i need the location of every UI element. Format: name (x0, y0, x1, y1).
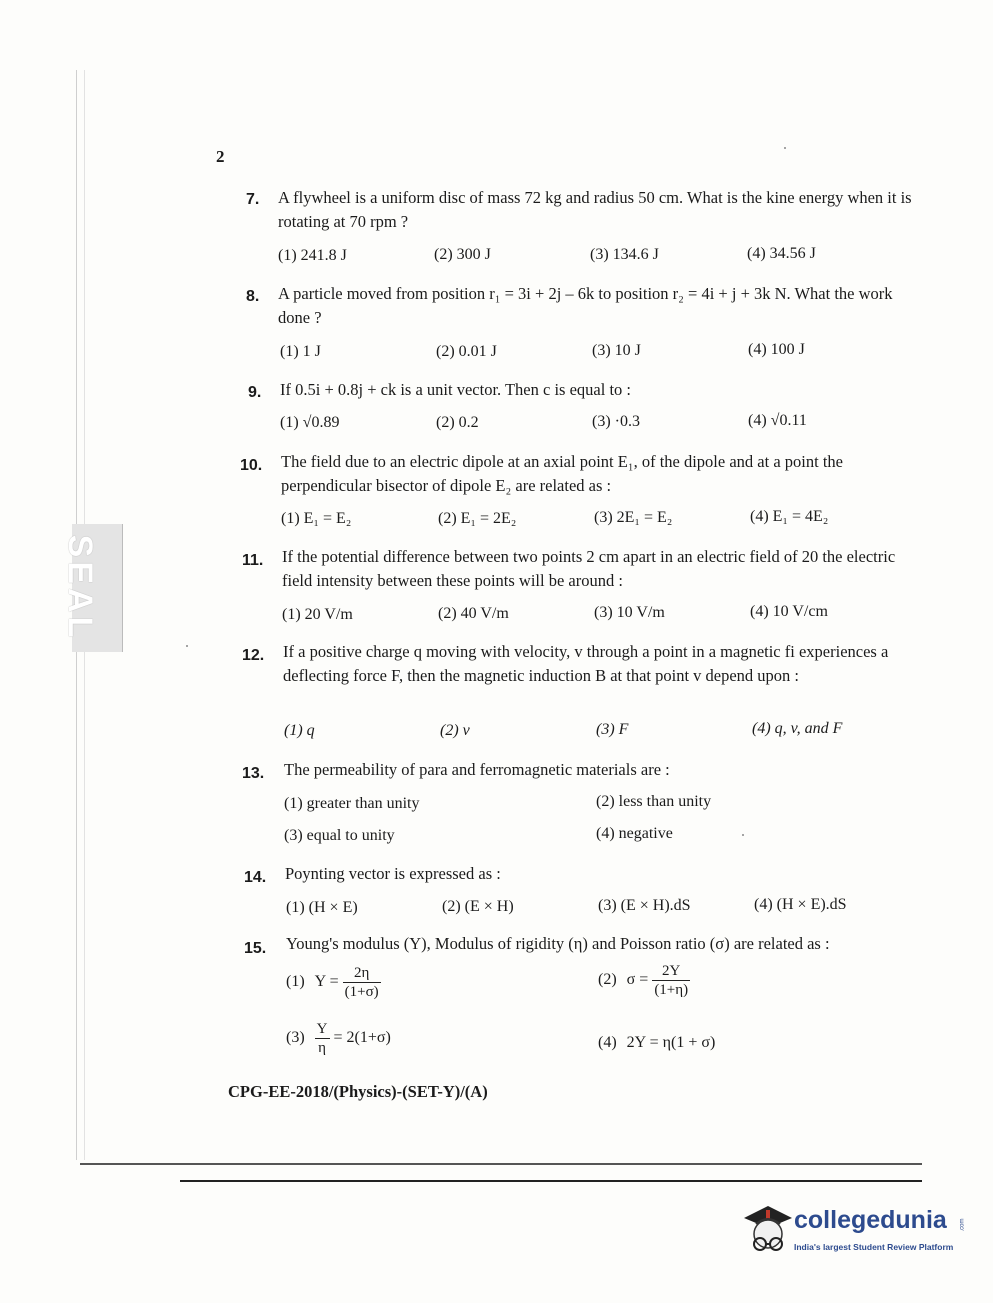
denominator: (1+η) (654, 982, 689, 998)
option-3 (286, 1020, 391, 1057)
denominator: (1+σ) (344, 984, 379, 1000)
option-4: (4) 34.56 J (747, 245, 816, 262)
option-label: (4) (598, 1034, 617, 1051)
option-2: (2) 300 J (434, 246, 491, 263)
question-number: 9. (248, 384, 262, 401)
option-3: (3) 10 V/m (594, 604, 665, 621)
option-4: (4) q, v, and F (752, 720, 843, 737)
option-2: (2) E₁ = 2E₂ (438, 510, 517, 527)
question-text: If 0.5i + 0.8j + ck is a unit vector. Then c is equal to : (280, 380, 631, 399)
option-2 (598, 962, 690, 999)
question-number: 15. (244, 940, 267, 957)
option-3: (3) 2E₁ = E₂ (594, 509, 673, 526)
formula-rhs: = 2(1+σ) (333, 1029, 391, 1047)
question-number: 12. (242, 647, 265, 664)
question-number: 10. (240, 457, 263, 474)
option-label: (1) (286, 973, 305, 991)
formula-lhs: Y = (314, 973, 339, 991)
scan-speck (784, 147, 786, 149)
question-number: 7. (246, 191, 260, 208)
option-1 (286, 964, 381, 1001)
seal-label: SEAL (61, 534, 99, 642)
bottom-rule (80, 1163, 922, 1165)
option-3: (3) ·0.3 (592, 413, 640, 430)
option-1: (1) 241.8 J (278, 247, 347, 264)
option-4: (4) 10 V/cm (750, 603, 828, 620)
question-text: Poynting vector is expressed as : (285, 864, 501, 883)
option-3: (3) (E × H).dS (598, 897, 691, 914)
option-label: (3) (286, 1029, 305, 1047)
option-2: (2) v (440, 722, 470, 739)
option-2: (2) 40 V/m (438, 605, 509, 622)
page-number: 2 (216, 147, 225, 166)
seal-stamp (61, 524, 123, 652)
logo-mascot-icon (738, 1200, 794, 1260)
denominator: η (318, 1040, 326, 1056)
question-text: If the potential difference between two points 2 cm apart in an electric field of 20 the electric field intensity between these points will be around : (282, 547, 896, 590)
collegedunia-logo (738, 1200, 966, 1260)
option-4: (4) 100 J (748, 341, 805, 358)
logo-tagline: India's largest Student Review Platform (794, 1242, 954, 1252)
option-1: (1) (H × E) (286, 899, 358, 916)
option-4: (4) negative (596, 825, 673, 842)
scan-speck (742, 834, 744, 836)
logo-suffix: .com (959, 1218, 966, 1232)
question-text: A particle moved from position r₁ = 3i + 2j – 6k to position r₂ = 4i + j + 3k N. What the work done ? (278, 284, 893, 327)
option-2: (2) (E × H) (442, 898, 514, 915)
option-4: (4) (H × E).dS (754, 896, 847, 913)
option-1: (1) E₁ = E₂ (281, 510, 352, 527)
exam-code: CPG-EE-2018/(Physics)-(SET-Y)/(A) (228, 1082, 488, 1101)
scan-speck (186, 645, 188, 647)
question-number: 14. (244, 869, 267, 886)
option-1: (1) q (284, 722, 315, 739)
question-text: The field due to an electric dipole at an axial point E₁, of the dipole and at a point the perpendicular bisector of dipole E₂ are related as : (281, 452, 843, 495)
formula: 2Y = η(1 + σ) (626, 1034, 716, 1051)
fraction (315, 1020, 330, 1057)
logo-wordmark: collegedunia (794, 1206, 947, 1234)
option-1: (1) 1 J (280, 343, 321, 360)
numerator: Y (316, 1021, 328, 1037)
question-text: The permeability of para and ferromagnetic materials are : (284, 760, 670, 779)
option-2: (2) 0.2 (436, 414, 479, 431)
bottom-rule (180, 1180, 922, 1182)
fraction (652, 962, 690, 999)
option-1: (1) greater than unity (284, 795, 420, 812)
option-3: (3) 10 J (592, 342, 641, 359)
numerator: 2Y (652, 962, 690, 981)
option-4: (4) √0.11 (748, 412, 807, 429)
question-number: 8. (246, 288, 260, 305)
option-2: (2) 0.01 J (436, 343, 497, 360)
question-text: A flywheel is a uniform disc of mass 72 kg and radius 50 cm. What is the kine energy when it is rotating at 70 rpm ? (278, 188, 912, 231)
fraction (343, 964, 381, 1001)
question-text: Young's modulus (Y), Modulus of rigidity (η) and Poisson ratio (σ) are related as : (286, 934, 830, 953)
option-1: (1) √0.89 (280, 414, 340, 431)
option-3: (3) F (596, 721, 629, 738)
option-1: (1) 20 V/m (282, 606, 353, 623)
option-4 (598, 1031, 715, 1055)
option-3: (3) equal to unity (284, 827, 395, 844)
option-3: (3) 134.6 J (590, 246, 659, 263)
option-2: (2) less than unity (596, 793, 712, 810)
option-label: (2) (598, 971, 617, 989)
formula-lhs: σ = (626, 971, 649, 989)
question-text: If a positive charge q moving with velocity, v through a point in a magnetic fi experiences a deflecting force F, then the magnetic induction B at that point v depend upon : (283, 642, 889, 685)
question-number: 11. (242, 552, 264, 569)
option-4: (4) E₁ = 4E₂ (750, 508, 829, 525)
question-number: 13. (242, 765, 265, 782)
numerator: 2η (343, 964, 381, 983)
